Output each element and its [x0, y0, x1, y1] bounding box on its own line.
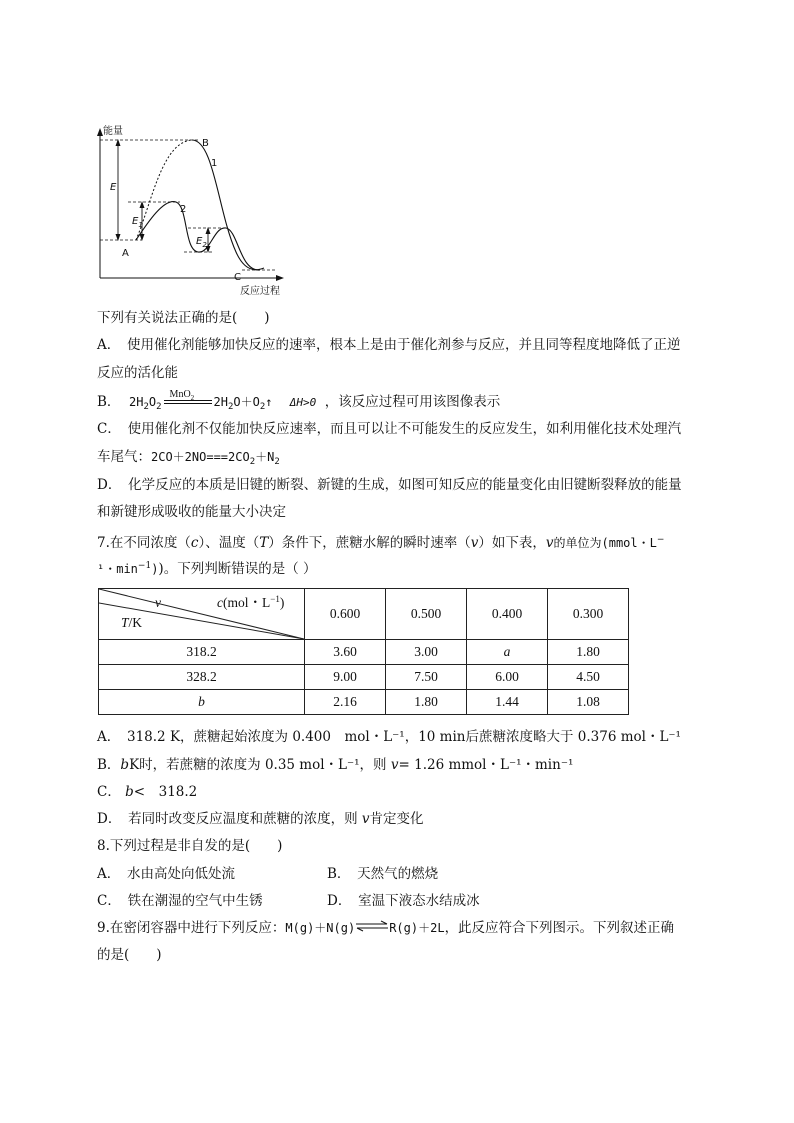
label-curve-2: 2 [180, 204, 187, 215]
q6-option-d-line1: D． 化学反应的本质是旧键的断裂、新键的生成，如图可知反应的能量变化由旧键断裂释放的能量 [97, 477, 682, 493]
header-col-2: 0.500 [386, 589, 467, 640]
catalyst-arrow: MnO$_2$ [162, 392, 214, 410]
q6-option-b: B． $2H_2O_2$ MnO$_2$ $2H_2O+O_2↑$ ΔH>0 ，该反应过程可用该图像表示 [97, 389, 501, 412]
label-E2: $E_2$ [196, 236, 207, 249]
label-E: E [110, 182, 117, 193]
q9-stem-line2: 的是( ) [97, 947, 162, 963]
x-axis-label: 反应过程 [240, 286, 280, 297]
rate-table [98, 588, 629, 715]
q9-stem-line1: 9.在密闭容器中进行下列反应：M(g)＋N(g) R(g)＋2L，此反应符合下列图示。下列叙述正确 [97, 920, 675, 936]
header-T: T/K [121, 615, 143, 630]
y-axis-label: 能量 [103, 126, 123, 137]
table-row: 328.2 9.00 7.50 6.00 4.50 [99, 665, 629, 690]
q6-option-a-line2: 反应的活化能 [97, 365, 178, 381]
header-col-4: 0.300 [548, 589, 629, 640]
label-curve-1: 1 [211, 158, 218, 169]
q7-option-a: A． 318.2 K，蔗糖起始浓度为 0.400 mol・L⁻¹，10 min后蔗糖浓度略大于 0.376 mol・L⁻¹ [97, 729, 681, 745]
x-axis-arrow [276, 275, 284, 281]
q7-option-d: D． 若同时改变反应温度和蔗糖的浓度，则 v肯定变化 [97, 811, 424, 827]
header-col-3: 0.400 [467, 589, 548, 640]
label-E1: $E_1$ [132, 216, 143, 229]
q6-option-c-line1: C． 使用催化剂不仅能加快反应速率，而且可以让不可能发生的反应发生，如利用催化技术处理汽 [97, 421, 682, 437]
header-v: v [155, 595, 161, 610]
energy-profile-diagram [92, 122, 292, 300]
q8-option-b: B． 天然气的燃烧 [327, 866, 439, 882]
q7-stem-line1: 7.在不同浓度（c）、温度（T）条件下，蔗糖水解的瞬时速率（v）如下表，v的单位为(mmol・L− [97, 535, 665, 551]
reversible-arrow-icon [355, 920, 389, 932]
label-B: B [202, 138, 209, 149]
table-row: b 2.16 1.80 1.44 1.08 [99, 690, 629, 715]
curve-1-dotted [136, 140, 192, 240]
curve-1 [192, 140, 264, 270]
q8-option-c: C． 铁在潮湿的空气中生锈 [97, 893, 263, 909]
table-row: 318.2 3.60 3.00 a 1.80 [99, 640, 629, 665]
q6-option-d-line2: 和新键形成吸收的能量大小决定 [97, 504, 286, 520]
table-header-row [99, 589, 629, 640]
q7-option-c: C． b< 318.2 [97, 784, 198, 800]
q7-option-b: B．bK时，若蔗糖的浓度为 0.35 mol・L⁻¹，则 v= 1.26 mmol・L⁻¹・min⁻¹ [97, 757, 574, 773]
label-A: A [122, 248, 129, 259]
q6-stem: 下列有关说法正确的是( ) [97, 310, 270, 326]
q6-option-c-line2: 车尾气：$2CO+2NO===2CO_2+N_2$ [97, 449, 280, 467]
q6-option-a-line1: A． 使用催化剂能够加快反应的速率，根本上是由于催化剂参与反应，并且同等程度地降低了正逆 [97, 337, 681, 353]
q8-stem: 8.下列过程是非自发的是( ) [97, 838, 283, 854]
label-C: C [234, 272, 241, 283]
table-header-diagonal-cell [99, 589, 305, 640]
header-col-1: 0.600 [305, 589, 386, 640]
q8-option-a: A． 水由高处向低处流 [97, 866, 235, 882]
q7-stem-line2: ¹・$\min^{-1}$))。下列判断错误的是（ ） [97, 561, 317, 577]
header-c: c(mol・$L^{-1}$) [217, 594, 285, 610]
q8-option-d: D． 室温下液态水结成冰 [327, 893, 480, 909]
